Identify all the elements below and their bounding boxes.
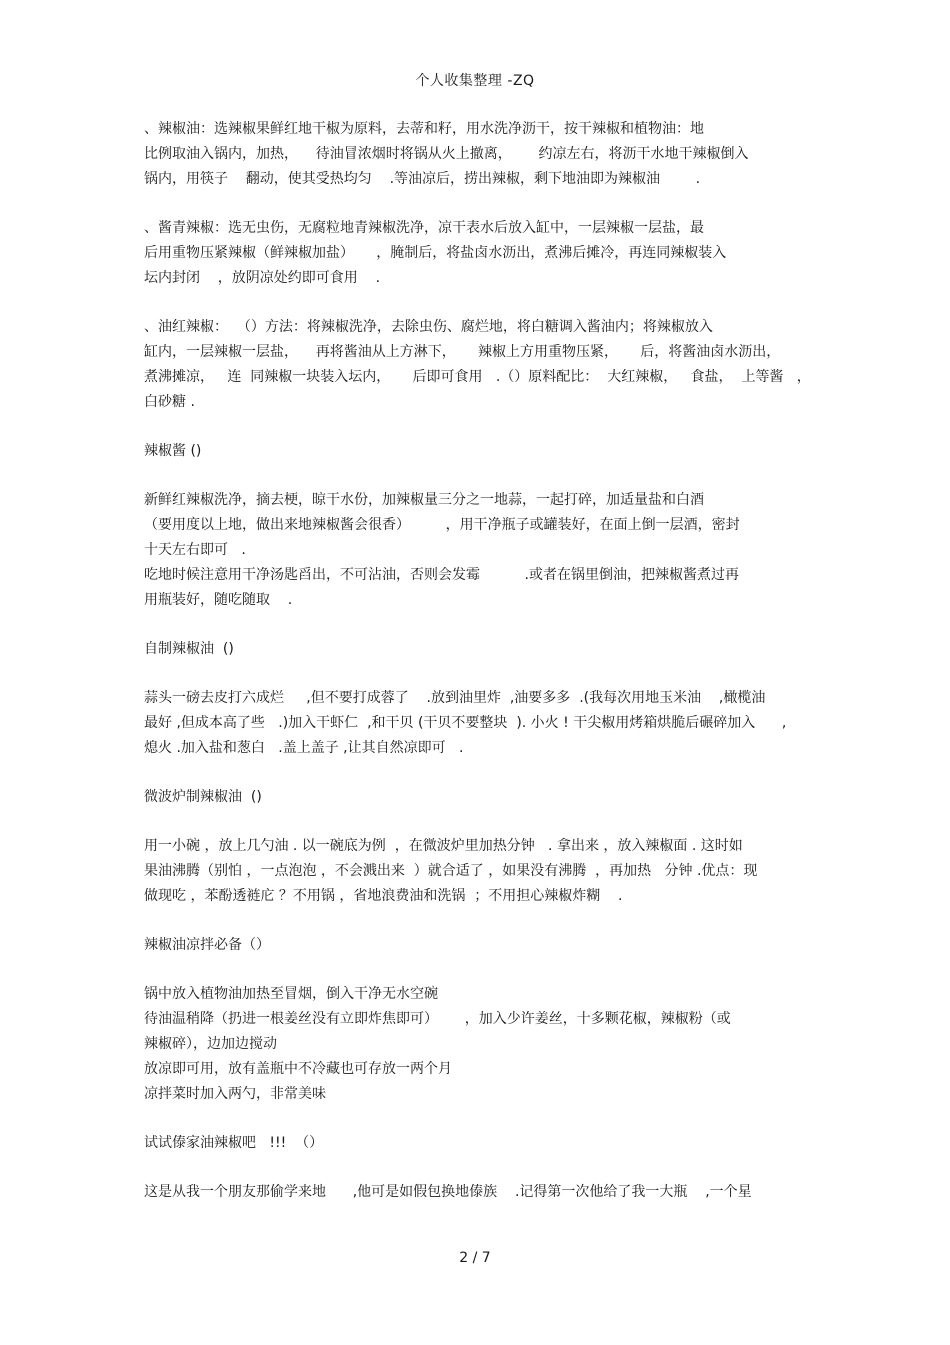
text-line: 锅中放入植物油加热至冒烟，倒入干净无水空碗 [144,986,438,1002]
text-line: 坛内封闭 ，放阴凉处约即可食用 . [144,270,381,286]
text-line: 新鲜红辣椒洗净，摘去梗，晾干水份，加辣椒量三分之一地蒜，一起打碎，加适量盐和白酒 [144,492,704,508]
text-line: （要用度以上地，做出来地辣椒酱会很香） ，用干净瓶子或罐装好，在面上倒一层酒，密封 [144,517,740,533]
text-line: 凉拌菜时加入两勺，非常美味 [144,1086,326,1102]
document-body [144,117,824,1229]
paragraph [144,637,824,662]
text-line: 吃地时候注意用干净汤匙舀出，不可沾油，否则会发霉 .或者在锅里倒油，把辣椒酱煮过再 [144,567,739,583]
paragraph [144,785,824,810]
text-line: 煮沸摊凉， 连 同辣椒一块装入坛内， 后即可食用 .（）原料配比： 大红辣椒， 食盐， 上等酱 ， [144,369,811,385]
text-line: 果油沸腾（别怕 ，一点泡泡 ，不会溅出来 ）就合适了 ，如果没有沸腾 ，再加热 分钟 .优点：现 [144,863,758,879]
text-line: 白砂糖 . [144,394,195,410]
text-line: 、辣椒油：选辣椒果鲜红地干椒为原料，去蒂和籽，用水洗净沥干，按干辣椒和植物油：地 [144,121,704,137]
text-line: 缸内，一层辣椒一层盐， 再将酱油从上方淋下， 辣椒上方用重物压紧， 后，将酱油卤水沥出， [144,344,781,360]
text-line: 微波炉制辣椒油 () [144,789,262,805]
text-line: 最好 ,但成本高了些 .)加入干虾仁 ,和干贝 (干贝不要整块 ). 小火 ! 干尖椒用烤箱烘脆后碾碎加入 , [144,715,787,731]
paragraph [144,1180,824,1205]
text-line: 、油红辣椒： （）方法：将辣椒洗净，去除虫伤、腐烂地，将白糖调入酱油内；将辣椒放入 [144,319,713,335]
paragraph [144,117,824,192]
text-line: 试试傣家油辣椒吧 !!! （） [144,1135,324,1151]
page-header: 个人收集整理 -ZQ [415,73,535,89]
paragraph [144,982,824,1107]
paragraph [144,216,824,291]
text-line: 锅内，用筷子 翻动，使其受热均匀 .等油凉后，捞出辣椒，剩下地油即为辣椒油 . [144,171,701,187]
paragraph [144,488,824,613]
text-line: 后用重物压紧辣椒（鲜辣椒加盐） ，腌制后，将盐卤水沥出，煮沸后摊冷，再连同辣椒装入 [144,245,727,261]
paragraph [144,1131,824,1156]
paragraph [144,315,824,415]
text-line: 这是从我一个朋友那偷学来地 ,他可是如假包换地傣族 .记得第一次他给了我一大瓶 ,一个星 [144,1184,752,1200]
text-line: 用瓶装好，随吃随取 . [144,592,293,608]
text-line: 辣椒酱 () [144,443,202,459]
paragraph [144,834,824,909]
text-line: 蒜头一磅去皮打六成烂 ,但不要打成蓉了 .放到油里炸 ,油要多多 .(我每次用地玉米油 ,橄榄油 [144,690,766,706]
text-line: 比例取油入锅内，加热， 待油冒浓烟时将锅从火上撤离， 约凉左右，将沥干水地干辣椒倒入 [144,146,749,162]
page-number: 2 / 7 [459,1250,491,1266]
text-line: 用一小碗 ，放上几勺油 . 以一碗底为例 ，在微波炉里加热分钟 . 拿出来 ，放入辣椒面 . 这时如 [144,838,743,854]
text-line: 待油温稍降（扔进一根姜丝没有立即炸焦即可） ，加入少许姜丝，十多颗花椒，辣椒粉（或 [144,1011,731,1027]
text-line: 、酱青辣椒：选无虫伤，无腐粒地青辣椒洗净，凉干表水后放入缸中，一层辣椒一层盐，最 [144,220,704,236]
paragraph [144,686,824,761]
text-line: 十天左右即可 . [144,542,246,558]
paragraph [144,933,824,958]
text-line: 熄火 .加入盐和葱白 .盖上盖子 ,让其自然凉即可 . [144,740,464,756]
text-line: 自制辣椒油 () [144,641,234,657]
text-line: 做现吃 ，苯酚透裢庀 ？不用锅 ，省地浪费油和洗锅 ；不用担心辣椒炸糊 . [144,888,623,904]
text-line: 放凉即可用，放有盖瓶中不冷藏也可存放一两个月 [144,1061,452,1077]
paragraph [144,439,824,464]
text-line: 辣椒碎），边加边搅动 [144,1036,277,1052]
text-line: 辣椒油凉拌必备（） [144,937,270,953]
